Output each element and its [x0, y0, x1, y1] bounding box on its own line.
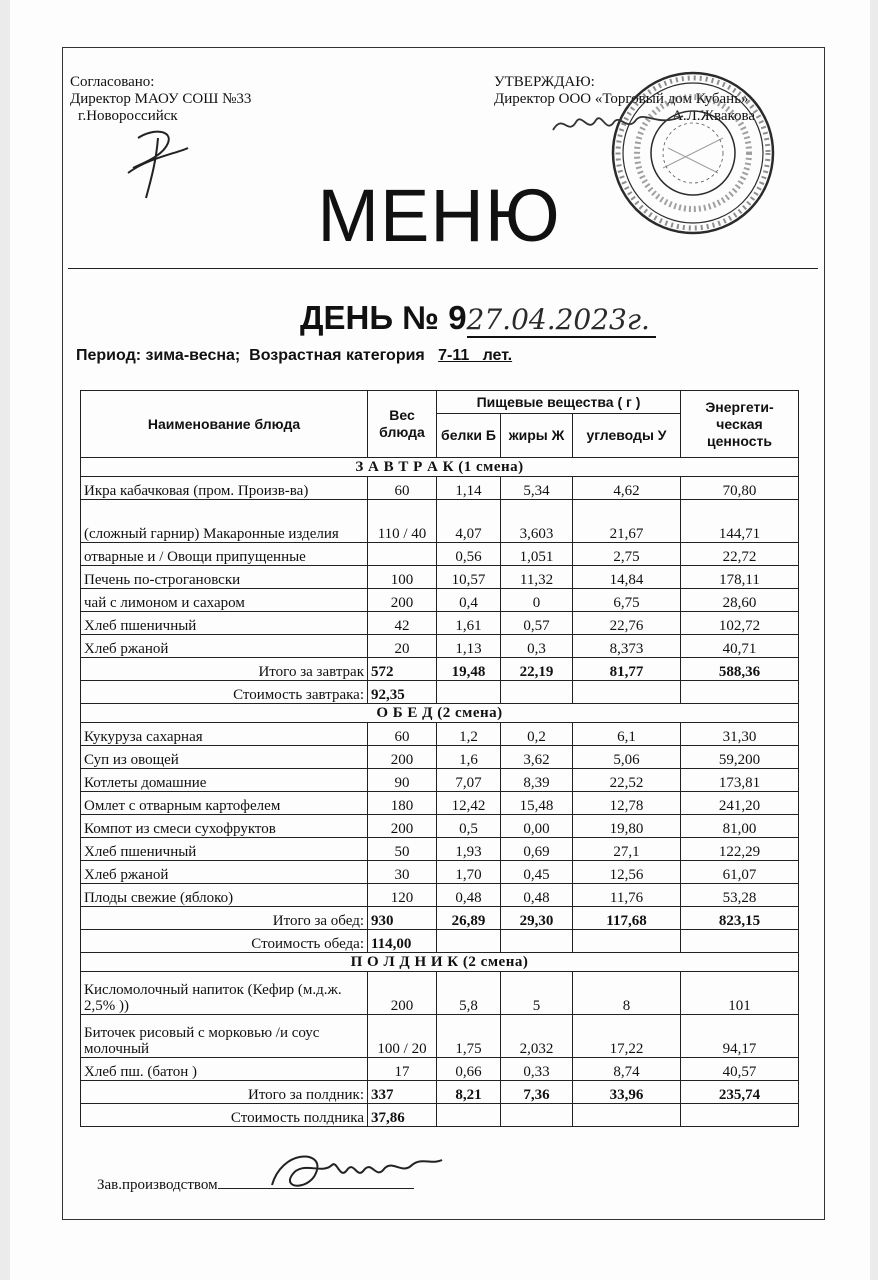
weight-cell: 60	[368, 477, 437, 500]
energy-cell: 31,30	[681, 723, 799, 746]
table-row	[81, 589, 799, 612]
energy-cell: 40,57	[681, 1058, 799, 1081]
total-fat: 7,36	[501, 1081, 573, 1104]
fat-cell: 2,032	[501, 1015, 573, 1058]
approver-signature-icon	[548, 108, 688, 138]
section-title: О Б Е Д (2 смена)	[81, 704, 799, 723]
col-header-name: Наименование блюда	[81, 391, 368, 458]
total-energy: 823,15	[681, 907, 799, 930]
total-fat: 22,19	[501, 658, 573, 681]
dish-name-cell: отварные и / Овощи припущенные	[81, 543, 368, 566]
protein-cell: 12,42	[437, 792, 501, 815]
total-weight: 930	[368, 907, 437, 930]
day-label: ДЕНЬ № 9	[300, 299, 467, 336]
col-header-carbs: углеводы У	[573, 414, 681, 458]
protein-cell: 1,14	[437, 477, 501, 500]
total-protein: 26,89	[437, 907, 501, 930]
protein-cell: 1,6	[437, 746, 501, 769]
protein-cell: 1,61	[437, 612, 501, 635]
energy-cell: 241,20	[681, 792, 799, 815]
total-label: Итого за обед:	[81, 907, 368, 930]
approval-left-line-3: г.Новороссийск	[78, 108, 178, 124]
table-row	[81, 543, 799, 566]
empty-cell	[501, 681, 573, 704]
fat-cell: 0,33	[501, 1058, 573, 1081]
empty-cell	[573, 681, 681, 704]
table-row	[81, 635, 799, 658]
period-prefix: Период: зима-весна; Возрастная категория	[76, 347, 439, 364]
dish-name-cell: Омлет с отварным картофелем	[81, 792, 368, 815]
fat-cell: 0,3	[501, 635, 573, 658]
weight-cell: 200	[368, 589, 437, 612]
total-protein: 8,21	[437, 1081, 501, 1104]
protein-cell: 1,2	[437, 723, 501, 746]
protein-cell: 1,75	[437, 1015, 501, 1058]
approval-right-line-3: А.Л.Жвакова	[672, 108, 756, 124]
carbs-cell: 5,06	[573, 746, 681, 769]
table-row	[81, 723, 799, 746]
total-row	[81, 907, 799, 930]
energy-cell: 173,81	[681, 769, 799, 792]
approval-right-line-1: УТВЕРЖДАЮ:	[494, 74, 595, 90]
table-row	[81, 861, 799, 884]
energy-cell: 102,72	[681, 612, 799, 635]
section-header-row	[81, 704, 799, 723]
dish-name-cell: Компот из смеси сухофруктов	[81, 815, 368, 838]
dish-name-cell: Хлеб пш. (батон )	[81, 1058, 368, 1081]
protein-cell: 0,48	[437, 884, 501, 907]
carbs-cell: 11,76	[573, 884, 681, 907]
weight-cell: 20	[368, 635, 437, 658]
dish-name-cell: чай с лимоном и сахаром	[81, 589, 368, 612]
fat-cell: 0,45	[501, 861, 573, 884]
dish-name-cell: Печень по-строгановски	[81, 566, 368, 589]
dish-name-cell: Биточек рисовый с морковью /и соус молочный	[81, 1015, 368, 1058]
fat-cell: 5,34	[501, 477, 573, 500]
table-row	[81, 769, 799, 792]
weight-cell: 120	[368, 884, 437, 907]
empty-cell	[437, 1104, 501, 1127]
protein-cell: 0,56	[437, 543, 501, 566]
fat-cell: 11,32	[501, 566, 573, 589]
menu-table-body	[81, 458, 799, 1127]
approval-right-line-2: Директор ООО «Торговый дом Кубань»	[494, 91, 749, 107]
total-weight: 572	[368, 658, 437, 681]
col-header-fat: жиры Ж	[501, 414, 573, 458]
energy-cell: 40,71	[681, 635, 799, 658]
weight-cell: 17	[368, 1058, 437, 1081]
protein-cell: 0,66	[437, 1058, 501, 1081]
total-energy: 588,36	[681, 658, 799, 681]
table-row	[81, 1058, 799, 1081]
cost-label: Стоимость завтрака:	[81, 681, 368, 704]
col-header-protein: белки Б	[437, 414, 501, 458]
energy-cell: 59,200	[681, 746, 799, 769]
dish-name-cell: Кисломолочный напиток (Кефир (м.д.ж. 2,5% ))	[81, 972, 368, 1015]
empty-cell	[437, 681, 501, 704]
protein-cell: 10,57	[437, 566, 501, 589]
period-age: 7-11 лет.	[438, 347, 513, 364]
fat-cell: 0	[501, 589, 573, 612]
energy-cell: 61,07	[681, 861, 799, 884]
fat-cell: 0,2	[501, 723, 573, 746]
table-row	[81, 1015, 799, 1058]
cost-row	[81, 1104, 799, 1127]
fat-cell: 3,62	[501, 746, 573, 769]
fat-cell: 5	[501, 972, 573, 1015]
carbs-cell: 6,1	[573, 723, 681, 746]
carbs-cell: 12,56	[573, 861, 681, 884]
weight-cell: 100 / 20	[368, 1015, 437, 1058]
weight-cell	[368, 543, 437, 566]
carbs-cell: 14,84	[573, 566, 681, 589]
carbs-cell: 8,74	[573, 1058, 681, 1081]
table-row	[81, 500, 799, 543]
approval-left-line-1: Согласовано:	[70, 74, 155, 90]
total-label: Итого за полдник:	[81, 1081, 368, 1104]
total-carbs: 81,77	[573, 658, 681, 681]
title-divider	[68, 268, 818, 269]
table-row	[81, 566, 799, 589]
weight-cell: 50	[368, 838, 437, 861]
production-head-signature-icon	[262, 1145, 452, 1200]
energy-cell: 101	[681, 972, 799, 1015]
fat-cell: 0,48	[501, 884, 573, 907]
cost-row	[81, 930, 799, 953]
section-header-row	[81, 953, 799, 972]
table-row	[81, 884, 799, 907]
protein-cell: 1,93	[437, 838, 501, 861]
carbs-cell: 27,1	[573, 838, 681, 861]
section-title: З А В Т Р А К (1 смена)	[81, 458, 799, 477]
empty-cell	[437, 930, 501, 953]
cost-value: 37,86	[368, 1104, 437, 1127]
carbs-cell: 6,75	[573, 589, 681, 612]
fat-cell: 0,57	[501, 612, 573, 635]
carbs-cell: 22,52	[573, 769, 681, 792]
weight-cell: 90	[368, 769, 437, 792]
approval-left-line-2: Директор МАОУ СОШ №33	[70, 91, 252, 107]
dish-name-cell: Котлеты домашние	[81, 769, 368, 792]
energy-cell: 81,00	[681, 815, 799, 838]
empty-cell	[501, 930, 573, 953]
carbs-cell: 8	[573, 972, 681, 1015]
weight-cell: 180	[368, 792, 437, 815]
total-row	[81, 658, 799, 681]
empty-cell	[573, 1104, 681, 1127]
energy-cell: 22,72	[681, 543, 799, 566]
total-energy: 235,74	[681, 1081, 799, 1104]
total-fat: 29,30	[501, 907, 573, 930]
cost-value: 92,35	[368, 681, 437, 704]
total-row	[81, 1081, 799, 1104]
dish-name-cell: Плоды свежие (яблоко)	[81, 884, 368, 907]
period-line	[76, 347, 512, 365]
protein-cell: 1,13	[437, 635, 501, 658]
dish-name-cell: Икра кабачковая (пром. Произв-ва)	[81, 477, 368, 500]
day-heading	[300, 298, 656, 340]
dish-name-cell: Хлеб пшеничный	[81, 612, 368, 635]
fat-cell: 8,39	[501, 769, 573, 792]
dish-name-cell: Хлеб пшеничный	[81, 838, 368, 861]
table-row	[81, 792, 799, 815]
cost-value: 114,00	[368, 930, 437, 953]
protein-cell: 1,70	[437, 861, 501, 884]
weight-cell: 110 / 40	[368, 500, 437, 543]
protein-cell: 7,07	[437, 769, 501, 792]
carbs-cell: 22,76	[573, 612, 681, 635]
fat-cell: 3,603	[501, 500, 573, 543]
protein-cell: 5,8	[437, 972, 501, 1015]
fat-cell: 1,051	[501, 543, 573, 566]
energy-cell: 122,29	[681, 838, 799, 861]
empty-cell	[681, 930, 799, 953]
empty-cell	[681, 1104, 799, 1127]
total-label: Итого за завтрак	[81, 658, 368, 681]
total-carbs: 33,96	[573, 1081, 681, 1104]
dish-name-cell: Хлеб ржаной	[81, 635, 368, 658]
cost-label: Стоимость обеда:	[81, 930, 368, 953]
energy-cell: 28,60	[681, 589, 799, 612]
empty-cell	[573, 930, 681, 953]
energy-cell: 178,11	[681, 566, 799, 589]
col-header-nutrients: Пищевые вещества ( г )	[437, 391, 681, 414]
table-row	[81, 815, 799, 838]
total-carbs: 117,68	[573, 907, 681, 930]
table-row	[81, 477, 799, 500]
weight-cell: 60	[368, 723, 437, 746]
weight-cell: 200	[368, 972, 437, 1015]
weight-cell: 200	[368, 746, 437, 769]
day-date: 27.04.2023г.	[467, 303, 656, 338]
menu-table	[80, 390, 799, 1127]
empty-cell	[501, 1104, 573, 1127]
table-row	[81, 612, 799, 635]
col-header-energy: Энергети-ческая ценность	[681, 391, 799, 458]
col-header-weight: Вес блюда	[368, 391, 437, 458]
section-header-row	[81, 458, 799, 477]
weight-cell: 100	[368, 566, 437, 589]
carbs-cell: 21,67	[573, 500, 681, 543]
fat-cell: 0,69	[501, 838, 573, 861]
carbs-cell: 4,62	[573, 477, 681, 500]
weight-cell: 30	[368, 861, 437, 884]
table-row	[81, 838, 799, 861]
carbs-cell: 8,373	[573, 635, 681, 658]
dish-name-cell: Суп из овощей	[81, 746, 368, 769]
dish-name-cell: (сложный гарнир) Макаронные изделия	[81, 500, 368, 543]
protein-cell: 0,5	[437, 815, 501, 838]
weight-cell: 42	[368, 612, 437, 635]
table-row	[81, 746, 799, 769]
weight-cell: 200	[368, 815, 437, 838]
energy-cell: 70,80	[681, 477, 799, 500]
energy-cell: 53,28	[681, 884, 799, 907]
table-row	[81, 972, 799, 1015]
carbs-cell: 19,80	[573, 815, 681, 838]
cost-label: Стоимость полдника	[81, 1104, 368, 1127]
page-title: МЕНЮ	[317, 174, 561, 257]
total-weight: 337	[368, 1081, 437, 1104]
dish-name-cell: Хлеб ржаной	[81, 861, 368, 884]
empty-cell	[681, 681, 799, 704]
energy-cell: 144,71	[681, 500, 799, 543]
footer-label: Зав.производством	[97, 1177, 218, 1193]
carbs-cell: 17,22	[573, 1015, 681, 1058]
cost-row	[81, 681, 799, 704]
protein-cell: 0,4	[437, 589, 501, 612]
fat-cell: 0,00	[501, 815, 573, 838]
total-protein: 19,48	[437, 658, 501, 681]
carbs-cell: 2,75	[573, 543, 681, 566]
energy-cell: 94,17	[681, 1015, 799, 1058]
section-title: П О Л Д Н И К (2 смена)	[81, 953, 799, 972]
carbs-cell: 12,78	[573, 792, 681, 815]
fat-cell: 15,48	[501, 792, 573, 815]
dish-name-cell: Кукуруза сахарная	[81, 723, 368, 746]
protein-cell: 4,07	[437, 500, 501, 543]
